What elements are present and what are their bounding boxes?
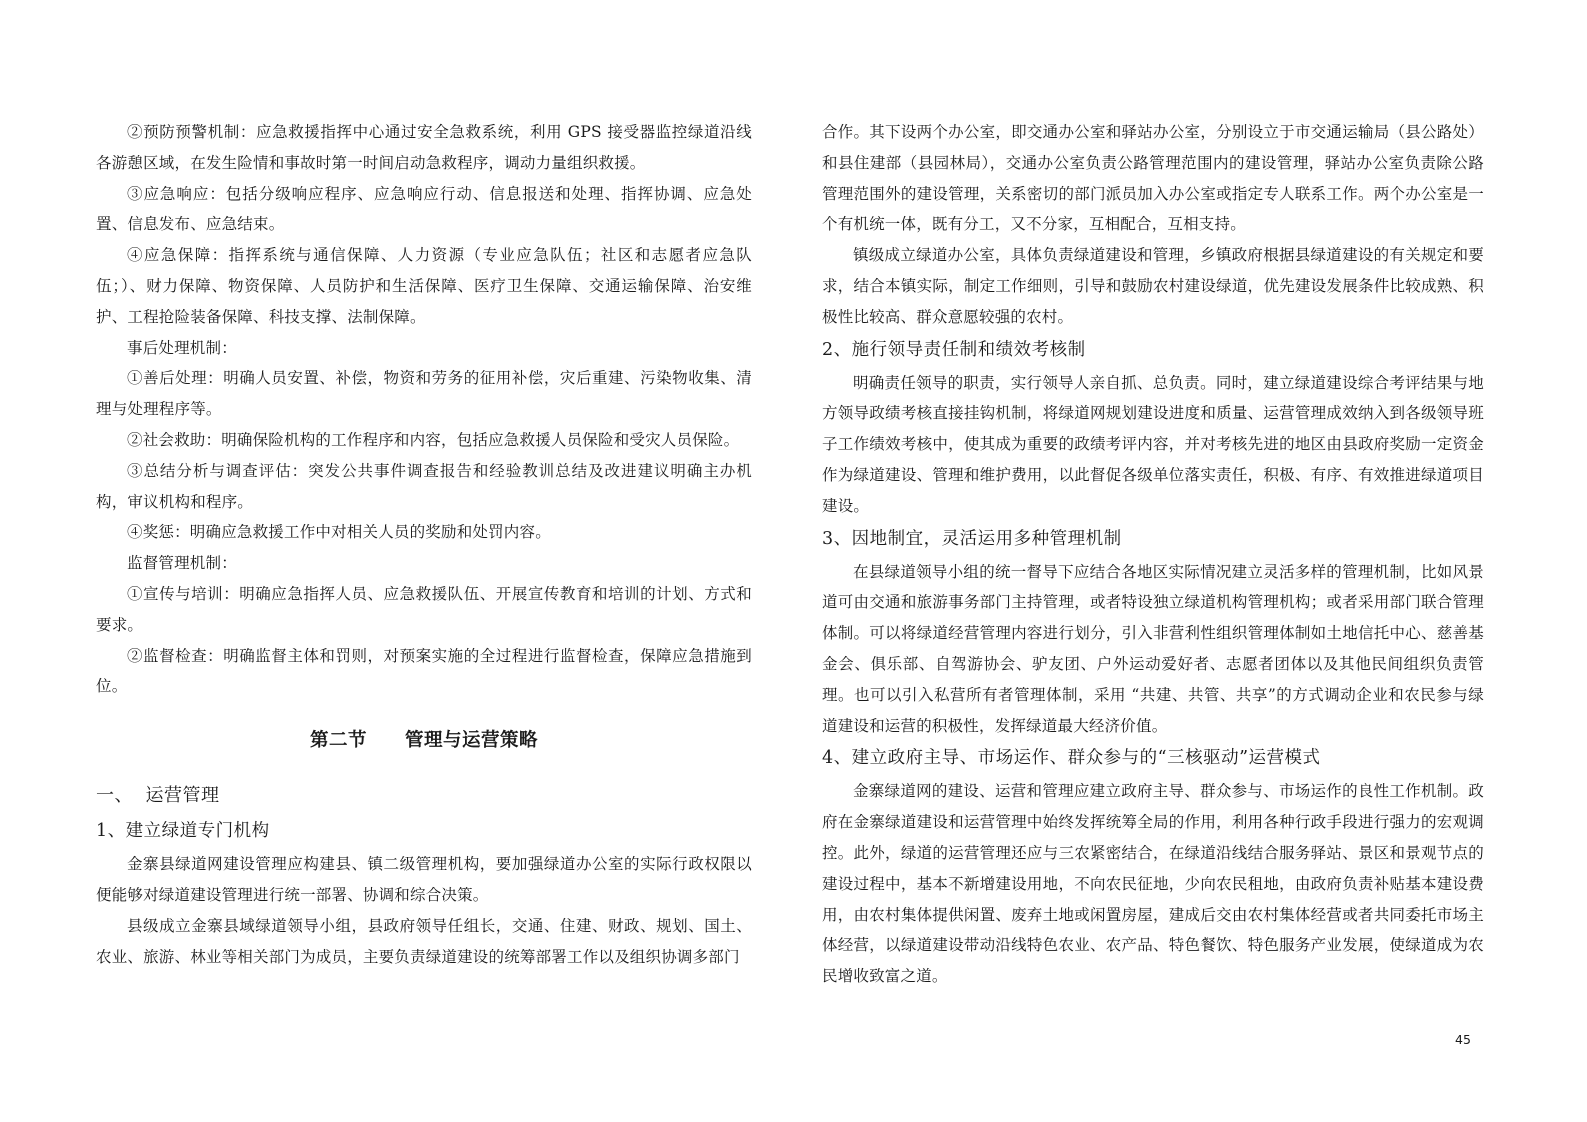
right-column <box>822 117 1484 992</box>
section-number: 第二节 <box>309 730 367 752</box>
paragraph: ③应急响应：包括分级响应程序、应急响应行动、信息报送和处理、指挥协调、应急处置、信息发布、应急结束。 <box>96 184 752 234</box>
paragraph: 监督管理机制： <box>127 554 237 573</box>
heading-level-2: 1、建立绿道专门机构 <box>96 821 270 842</box>
paragraph: ④应急保障：指挥系统与通信保障、人力资源（专业应急队伍；社区和志愿者应急队伍；）、财力保障、物资保障、人员防护和生活保障、医疗卫生保障、交通运输保障、治安维护、工程抢险装备保障、科技支撑、法制保障。 <box>96 246 752 326</box>
paragraph: ①善后处理：明确人员安置、补偿，物资和劳务的征用补偿，灾后重建、污染物收集、清理与处理程序等。 <box>96 369 752 419</box>
paragraph: ④奖惩：明确应急救援工作中对相关人员的奖励和处罚内容。 <box>127 523 551 542</box>
paragraph: ①宣传与培训：明确应急指挥人员、应急救援队伍、开展宣传教育和培训的计划、方式和要求。 <box>96 584 752 634</box>
paragraph: ③总结分析与调查评估：突发公共事件调查报告和经验教训总结及改进建议明确主办机构，审议机构和程序。 <box>96 461 752 511</box>
section-name: 管理与运营策略 <box>405 730 539 752</box>
heading-level-2: 2、施行领导责任制和绩效考核制 <box>822 339 1086 360</box>
paragraph: 金寨县绿道网建设管理应构建县、镇二级管理机构，要加强绿道办公室的实际行政权限以便能够对绿道建设管理进行统一部署、协调和综合决策。 <box>96 855 752 904</box>
left-column <box>96 117 752 972</box>
paragraph: 镇级成立绿道办公室，具体负责绿道建设和管理，乡镇政府根据县绿道建设的有关规定和要求，结合本镇实际，制定工作细则，引导和鼓励农村建设绿道，优先建设发展条件比较成熟、积极性比较高、群众意愿较强的农村。 <box>822 246 1484 326</box>
paragraph: ②社会救助：明确保险机构的工作程序和内容，包括应急救援人员保险和受灾人员保险。 <box>127 430 740 449</box>
heading-level-1: 一、 运营管理 <box>96 785 220 807</box>
paragraph: ②监督检查：明确监督主体和罚则，对预案实施的全过程进行监督检查，保障应急措施到位。 <box>96 646 752 696</box>
paragraph: 明确责任领导的职责，实行领导人亲自抓、总负责。同时，建立绿道建设综合考评结果与地方领导政绩考核直接挂钩机制，将绿道网规划建设进度和质量、运营管理成效纳入到各级领导班子工作绩效考核中，使其成为重要的政绩考评内容，并对考核先进的地区由县政府奖励一定资金作为绿道建设、管理和维护费用，以此督促各级单位落实责任，积极、有序、有效推进绿道项目建设。 <box>822 373 1484 515</box>
paragraph: 合作。其下设两个办公室，即交通办公室和驿站办公室，分别设立于市交通运输局（县公路处）和县住建部（县园林局），交通办公室负责公路管理范围内的建设管理，驿站办公室负责除公路管理范围外的建设管理，关系密切的部门派员加入办公室或指定专人联系工作。两个办公室是一个有机统一体，既有分工，又不分家，互相配合，互相支持。 <box>822 123 1484 234</box>
section-title <box>96 724 752 758</box>
paragraph: 事后处理机制： <box>127 338 237 357</box>
paragraph: ②预防预警机制：应急救援指挥中心通过安全急救系统，利用 GPS 接受器监控绿道沿线各游憩区域，在发生险情和事故时第一时间启动急救程序，调动力量组织救援。 <box>96 123 752 172</box>
paragraph: 县级成立金寨县域绿道领导小组，县政府领导任组长，交通、住建、财政、规划、国土、农业、旅游、林业等相关部门为成员，主要负责绿道建设的统筹部署工作以及组织协调多部门 <box>96 916 752 966</box>
paragraph: 金寨绿道网的建设、运营和管理应建立政府主导、群众参与、市场运作的良性工作机制。政府在金寨绿道建设和运营管理中始终发挥统筹全局的作用，利用各种行政手段进行强力的宏观调控。此外，绿道的运营管理还应与三农紧密结合，在绿道沿线结合服务驿站、景区和景观节点的建设过程中，基本不新增建设用地，不向农民征地，少向农民租地，由政府负责补贴基本建设费用，由农村集体提供闲置、废弃土地或闲置房屋，建成后交由农村集体经营或者共同委托市场主体经营，以绿道建设带动沿线特色农业、农产品、特色餐饮、特色服务产业发展，使绿道成为农民增收致富之道。 <box>822 782 1484 986</box>
page-number: 45 <box>1455 1032 1471 1047</box>
paragraph: 在县绿道领导小组的统一督导下应结合各地区实际情况建立灵活多样的管理机制，比如风景道可由交通和旅游事务部门主持管理，或者特设独立绿道机构管理机构；或者采用部门联合管理体制。可以将绿道经营管理内容进行划分，引入非营利性组织管理体制如土地信托中心、慈善基金会、俱乐部、自驾游协会、驴友团、户外运动爱好者、志愿者团体以及其他民间组织负责管理。也可以引入私营所有者管理体制，采用 “共建、共管、共享”的方式调动企业和农民参与绿道建设和运营的积极性，发挥绿道最大经济价值。 <box>822 562 1484 735</box>
heading-level-2: 4、建立政府主导、市场运作、群众参与的“三核驱动”运营模式 <box>822 748 1321 769</box>
heading-level-2: 3、因地制宜，灵活运用多种管理机制 <box>822 528 1122 549</box>
